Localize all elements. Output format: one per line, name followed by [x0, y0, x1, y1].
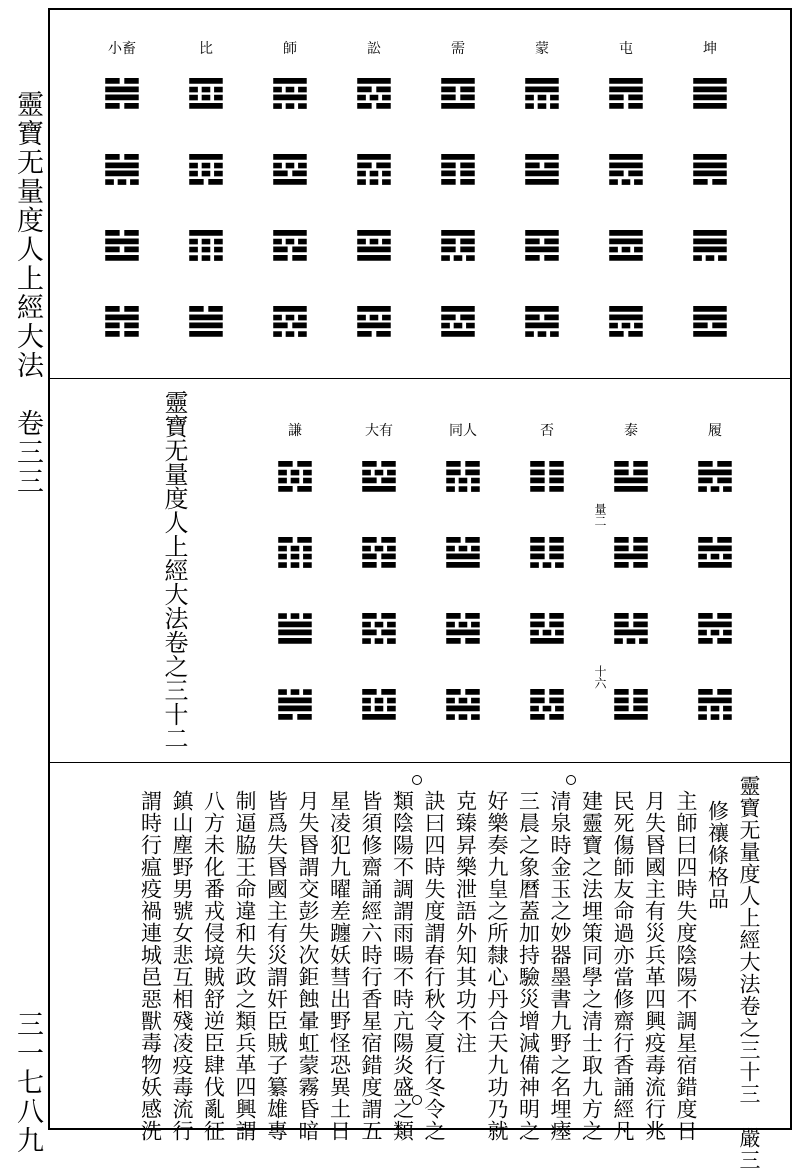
middle-column-label: 履 [708, 423, 722, 439]
middle-seal-glyph: 𝌶 [359, 451, 399, 502]
upper-seal-glyph: 𝌜 [270, 220, 310, 271]
text-column: 建靈寶之法埋策同學之清士取九方之 [579, 790, 604, 1142]
upper-seal-glyph: 𝌑 [522, 296, 562, 347]
upper-column-label: 師 [283, 41, 297, 57]
divider-top [48, 378, 792, 379]
text-column: 制逼脇王命違和失政之類兵革四興謂 [233, 790, 257, 1142]
margin-page-number: 三一七八九 [12, 1010, 43, 1155]
upper-seal-glyph: 𝌋 [606, 144, 646, 195]
text-column: 好樂奏九皇之所隸心丹合天九功乃就 [485, 790, 509, 1142]
middle-seal-glyph: 𝌱 [527, 679, 567, 730]
upper-seal-glyph: 𝌊 [606, 68, 646, 119]
text-column: 八方未化番戎侵境賊舒逆臣肆伐亂征 [201, 790, 226, 1142]
upper-seal-glyph: 𝌆 [690, 68, 730, 119]
upper-column-label: 屯 [619, 41, 633, 57]
paragraph-circle-mark [566, 775, 576, 785]
text-column: 三晨之象曆蓋加持驗災增減備神明之 [516, 790, 541, 1142]
upper-seal-glyph: 𝌤 [102, 220, 142, 271]
text-column: 靈寶无量度人上經大法卷之三十三 嚴三 [737, 775, 761, 1171]
middle-seal-glyph: 𝌧 [695, 527, 735, 578]
middle-seal-glyph: 𝌦 [695, 451, 735, 502]
text-column: 月失昬謂交彭失次鉅蝕暈虹蒙霧昏暗 [296, 790, 320, 1142]
text-column: 鎮山塵野男號女悲互相殘凌疫毒流行 [170, 790, 194, 1142]
text-column: 皆須修齋誦經六時行香星宿錯度謂五 [359, 790, 383, 1142]
divider-middle [48, 762, 792, 763]
upper-seal-glyph: 𝌇 [690, 144, 730, 195]
text-column: 修禳條格品 [705, 800, 730, 910]
middle-seal-glyph: 𝌫 [611, 527, 651, 578]
text-column: 類陰陽不調謂雨暘不時亢陽炎盛之類 [390, 790, 415, 1142]
text-column: 克臻昇樂泄語外知其功不注 [453, 790, 478, 1054]
middle-column-label: 謙 [288, 423, 302, 439]
upper-seal-glyph: 𝌢 [102, 68, 142, 119]
middle-seal-glyph: 𝌲 [443, 451, 483, 502]
upper-seal-glyph: 𝌈 [690, 220, 730, 271]
upper-seal-glyph: 𝌡 [186, 296, 226, 347]
paragraph-circle-mark [412, 1095, 422, 1105]
text-column: 訣曰四時失度謂春行秋令夏行冬令之 [422, 790, 446, 1142]
upper-seal-glyph: 𝌙 [354, 296, 394, 347]
upper-seal-glyph: 𝌘 [354, 220, 394, 271]
upper-column-label: 小畜 [108, 41, 136, 57]
middle-seal-glyph: 𝌭 [611, 679, 651, 730]
middle-seal-glyph: 𝌯 [527, 527, 567, 578]
upper-seal-glyph: 𝌓 [438, 144, 478, 195]
margin-title: 靈寶无量度人上經大法 卷三三 [12, 90, 43, 496]
upper-seal-glyph: 𝌌 [606, 220, 646, 271]
upper-seal-glyph: 𝌏 [522, 144, 562, 195]
middle-seal-glyph: 𝌽 [275, 679, 315, 730]
middle-seal-glyph: 𝌩 [695, 679, 735, 730]
text-column: 清泉時金玉之妙器墨書九野之名埋瘞 [548, 790, 572, 1142]
middle-seal-glyph: 𝌨 [695, 603, 735, 654]
middle-seal-glyph: 𝌪 [611, 451, 651, 502]
text-column: 主師曰四時失度陰陽不調星宿錯度日 [674, 790, 698, 1142]
upper-column-label: 比 [199, 41, 213, 57]
middle-seal-glyph: 𝌸 [359, 603, 399, 654]
middle-column-label: 否 [540, 423, 554, 439]
text-column: 皆爲失昬國主有災謂奸臣賊子纂雄專 [264, 790, 289, 1142]
upper-seal-glyph: 𝌎 [522, 68, 562, 119]
upper-seal-glyph: 𝌐 [522, 220, 562, 271]
upper-seal-glyph: 𝌒 [438, 68, 478, 119]
upper-seal-glyph: 𝌞 [186, 68, 226, 119]
middle-seal-glyph: 𝌵 [443, 679, 483, 730]
chapter-end-title: 靈寶无量度人上經大法卷之三十二 [160, 390, 188, 750]
middle-column-label: 同人 [449, 423, 477, 439]
upper-seal-glyph: 𝌍 [606, 296, 646, 347]
middle-seal-glyph: 𝌮 [527, 451, 567, 502]
middle-column-label: 泰 [624, 423, 638, 439]
text-column: 星凌犯九曜差躔妖彗出野怪恐異土日 [327, 790, 352, 1142]
side-marker-top: 量二 [593, 503, 607, 527]
middle-seal-glyph: 𝌰 [527, 603, 567, 654]
side-marker-bottom: 十六 [593, 665, 607, 689]
upper-seal-glyph: 𝌉 [690, 296, 730, 347]
middle-seal-glyph: 𝌳 [443, 527, 483, 578]
upper-column-label: 需 [451, 41, 465, 57]
middle-seal-glyph: 𝌴 [443, 603, 483, 654]
upper-column-label: 坤 [703, 41, 717, 57]
upper-column-label: 蒙 [535, 41, 549, 57]
middle-column-label: 大有 [365, 423, 393, 439]
middle-seal-glyph: 𝌹 [359, 679, 399, 730]
upper-seal-glyph: 𝌣 [102, 144, 142, 195]
upper-seal-glyph: 𝌔 [438, 220, 478, 271]
middle-seal-glyph: 𝌷 [359, 527, 399, 578]
upper-seal-glyph: 𝌗 [354, 144, 394, 195]
middle-seal-glyph: 𝌬 [611, 603, 651, 654]
text-column: 月失昬國主有災兵革四興疫毒流行兆 [642, 790, 667, 1142]
upper-seal-glyph: 𝌖 [354, 68, 394, 119]
paragraph-circle-mark [412, 775, 422, 785]
upper-seal-glyph: 𝌠 [186, 220, 226, 271]
text-column: 謂時行瘟疫禍連城邑惡獸毒物妖感洗 [138, 790, 163, 1142]
middle-seal-glyph: 𝌼 [275, 603, 315, 654]
middle-seal-glyph: 𝌺 [275, 451, 315, 502]
upper-seal-glyph: 𝌛 [270, 144, 310, 195]
upper-seal-glyph: 𝌥 [102, 296, 142, 347]
upper-column-label: 訟 [367, 41, 381, 57]
upper-seal-glyph: 𝌚 [270, 68, 310, 119]
middle-seal-glyph: 𝌻 [275, 527, 315, 578]
upper-seal-glyph: 𝌕 [438, 296, 478, 347]
upper-seal-glyph: 𝌝 [270, 296, 310, 347]
upper-seal-glyph: 𝌟 [186, 144, 226, 195]
text-column: 民死傷師友命過亦當修齋行香誦經凡 [611, 790, 635, 1142]
